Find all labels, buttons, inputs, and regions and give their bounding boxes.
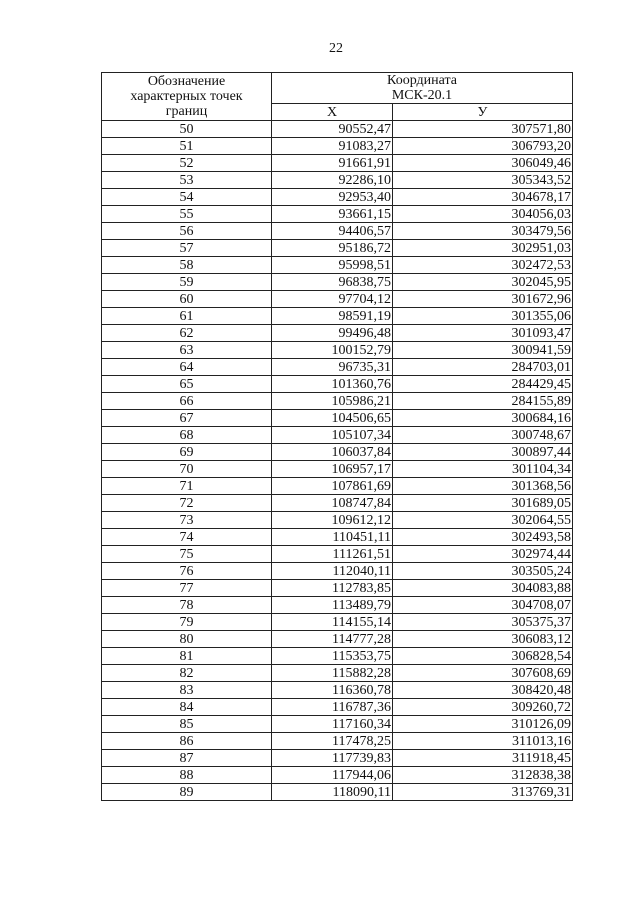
y-coordinate-cell: 311918,45 <box>393 750 573 767</box>
y-coordinate-cell: 306828,54 <box>393 648 573 665</box>
table-row <box>102 410 573 427</box>
point-cell: 61 <box>102 308 272 325</box>
x-coordinate-cell: 109612,12 <box>272 512 393 529</box>
y-coordinate-cell: 304678,17 <box>393 189 573 206</box>
y-coordinate-cell: 302493,58 <box>393 529 573 546</box>
x-coordinate-cell: 116360,78 <box>272 682 393 699</box>
point-cell: 56 <box>102 223 272 240</box>
point-cell: 85 <box>102 716 272 733</box>
y-coordinate-cell: 302472,53 <box>393 257 573 274</box>
x-coordinate-cell: 107861,69 <box>272 478 393 495</box>
point-cell: 60 <box>102 291 272 308</box>
y-coordinate-cell: 300748,67 <box>393 427 573 444</box>
point-header-line-3: границ <box>165 104 208 119</box>
point-cell: 50 <box>102 121 272 138</box>
y-coordinate-cell: 302064,55 <box>393 512 573 529</box>
x-column-header: X <box>272 104 393 121</box>
y-coordinate-cell: 301355,06 <box>393 308 573 325</box>
y-coordinate-cell: 301093,47 <box>393 325 573 342</box>
table-row <box>102 733 573 750</box>
y-coordinate-cell: 305375,37 <box>393 614 573 631</box>
x-coordinate-cell: 95998,51 <box>272 257 393 274</box>
table-row <box>102 121 573 138</box>
y-coordinate-cell: 306049,46 <box>393 155 573 172</box>
y-coordinate-cell: 284429,45 <box>393 376 573 393</box>
table-row <box>102 393 573 410</box>
table-row <box>102 308 573 325</box>
table-body <box>102 121 573 801</box>
y-coordinate-cell: 304056,03 <box>393 206 573 223</box>
x-coordinate-cell: 92286,10 <box>272 172 393 189</box>
table-row <box>102 767 573 784</box>
y-coordinate-cell: 301689,05 <box>393 495 573 512</box>
table-row <box>102 138 573 155</box>
table-row <box>102 597 573 614</box>
x-coordinate-cell: 105986,21 <box>272 393 393 410</box>
y-coordinate-cell: 304083,88 <box>393 580 573 597</box>
x-coordinate-cell: 93661,15 <box>272 206 393 223</box>
y-coordinate-cell: 304708,07 <box>393 597 573 614</box>
y-coordinate-cell: 301672,96 <box>393 291 573 308</box>
page-number: 22 <box>329 41 343 56</box>
y-coordinate-cell: 307608,69 <box>393 665 573 682</box>
point-cell: 88 <box>102 767 272 784</box>
x-coordinate-cell: 114777,28 <box>272 631 393 648</box>
point-cell: 78 <box>102 597 272 614</box>
y-coordinate-cell: 306793,20 <box>393 138 573 155</box>
x-coordinate-cell: 113489,79 <box>272 597 393 614</box>
x-coordinate-cell: 106037,84 <box>272 444 393 461</box>
x-coordinate-cell: 100152,79 <box>272 342 393 359</box>
point-cell: 64 <box>102 359 272 376</box>
table-row <box>102 427 573 444</box>
y-coordinate-cell: 312838,38 <box>393 767 573 784</box>
point-cell: 62 <box>102 325 272 342</box>
point-cell: 84 <box>102 699 272 716</box>
x-coordinate-cell: 114155,14 <box>272 614 393 631</box>
x-coordinate-cell: 115882,28 <box>272 665 393 682</box>
table-row <box>102 342 573 359</box>
x-coordinate-cell: 96735,31 <box>272 359 393 376</box>
point-cell: 70 <box>102 461 272 478</box>
table-row <box>102 563 573 580</box>
y-coordinate-cell: 284703,01 <box>393 359 573 376</box>
point-cell: 77 <box>102 580 272 597</box>
coordinate-group-header <box>272 73 573 104</box>
y-coordinate-cell: 300941,59 <box>393 342 573 359</box>
point-cell: 51 <box>102 138 272 155</box>
point-cell: 59 <box>102 274 272 291</box>
point-cell: 80 <box>102 631 272 648</box>
point-cell: 81 <box>102 648 272 665</box>
point-cell: 58 <box>102 257 272 274</box>
point-cell: 63 <box>102 342 272 359</box>
point-cell: 52 <box>102 155 272 172</box>
point-cell: 75 <box>102 546 272 563</box>
point-cell: 55 <box>102 206 272 223</box>
table-header <box>102 73 573 121</box>
table-row <box>102 614 573 631</box>
y-coordinate-cell: 303479,56 <box>393 223 573 240</box>
table-row <box>102 699 573 716</box>
y-coordinate-cell: 309260,72 <box>393 699 573 716</box>
table-row <box>102 223 573 240</box>
point-cell: 66 <box>102 393 272 410</box>
x-coordinate-cell: 117160,34 <box>272 716 393 733</box>
point-cell: 79 <box>102 614 272 631</box>
table-row <box>102 461 573 478</box>
x-coordinate-cell: 99496,48 <box>272 325 393 342</box>
x-coordinate-cell: 110451,11 <box>272 529 393 546</box>
x-coordinate-cell: 115353,75 <box>272 648 393 665</box>
y-coordinate-cell: 308420,48 <box>393 682 573 699</box>
table-row <box>102 512 573 529</box>
x-coordinate-cell: 90552,47 <box>272 121 393 138</box>
x-coordinate-cell: 97704,12 <box>272 291 393 308</box>
point-cell: 57 <box>102 240 272 257</box>
point-cell: 89 <box>102 784 272 801</box>
table-row <box>102 546 573 563</box>
y-coordinate-cell: 300684,16 <box>393 410 573 427</box>
y-coordinate-cell: 301368,56 <box>393 478 573 495</box>
table-row <box>102 682 573 699</box>
point-cell: 74 <box>102 529 272 546</box>
x-coordinate-cell: 91661,91 <box>272 155 393 172</box>
point-cell: 87 <box>102 750 272 767</box>
table-row <box>102 665 573 682</box>
coordinate-header-line-2: МСК-20.1 <box>391 88 453 103</box>
table-row <box>102 155 573 172</box>
x-coordinate-cell: 105107,34 <box>272 427 393 444</box>
x-coordinate-cell: 111261,51 <box>272 546 393 563</box>
point-cell: 83 <box>102 682 272 699</box>
point-cell: 53 <box>102 172 272 189</box>
point-cell: 67 <box>102 410 272 427</box>
point-cell: 65 <box>102 376 272 393</box>
point-cell: 68 <box>102 427 272 444</box>
point-cell: 76 <box>102 563 272 580</box>
point-header-line-2: характерных точек <box>130 89 243 104</box>
table-row <box>102 631 573 648</box>
table-row <box>102 529 573 546</box>
table-row <box>102 495 573 512</box>
table-row <box>102 240 573 257</box>
table-row <box>102 580 573 597</box>
x-coordinate-cell: 117478,25 <box>272 733 393 750</box>
x-coordinate-cell: 112040,11 <box>272 563 393 580</box>
x-coordinate-cell: 116787,36 <box>272 699 393 716</box>
y-column-header: У <box>393 104 573 121</box>
point-cell: 54 <box>102 189 272 206</box>
point-cell: 82 <box>102 665 272 682</box>
table-row <box>102 750 573 767</box>
x-coordinate-cell: 106957,17 <box>272 461 393 478</box>
table-row <box>102 359 573 376</box>
point-cell: 69 <box>102 444 272 461</box>
table-row <box>102 784 573 801</box>
table-row <box>102 257 573 274</box>
table-row <box>102 444 573 461</box>
y-coordinate-cell: 306083,12 <box>393 631 573 648</box>
x-coordinate-cell: 108747,84 <box>272 495 393 512</box>
y-coordinate-cell: 307571,80 <box>393 121 573 138</box>
y-coordinate-cell: 300897,44 <box>393 444 573 461</box>
x-coordinate-cell: 92953,40 <box>272 189 393 206</box>
point-cell: 73 <box>102 512 272 529</box>
y-coordinate-cell: 301104,34 <box>393 461 573 478</box>
point-column-header <box>102 73 272 121</box>
table-row <box>102 172 573 189</box>
y-coordinate-cell: 302974,44 <box>393 546 573 563</box>
y-coordinate-cell: 302951,03 <box>393 240 573 257</box>
coordinate-header-line-1: Координата <box>387 73 457 88</box>
point-cell: 86 <box>102 733 272 750</box>
y-coordinate-cell: 303505,24 <box>393 563 573 580</box>
x-coordinate-cell: 98591,19 <box>272 308 393 325</box>
table-row <box>102 716 573 733</box>
point-header-line-1: Обозначение <box>147 74 226 89</box>
table-row <box>102 325 573 342</box>
point-cell: 72 <box>102 495 272 512</box>
x-coordinate-cell: 95186,72 <box>272 240 393 257</box>
y-coordinate-cell: 305343,52 <box>393 172 573 189</box>
x-coordinate-cell: 94406,57 <box>272 223 393 240</box>
y-coordinate-cell: 302045,95 <box>393 274 573 291</box>
coordinates-table <box>101 72 573 801</box>
y-coordinate-cell: 313769,31 <box>393 784 573 801</box>
x-coordinate-cell: 117739,83 <box>272 750 393 767</box>
x-coordinate-cell: 91083,27 <box>272 138 393 155</box>
table-row <box>102 189 573 206</box>
x-coordinate-cell: 112783,85 <box>272 580 393 597</box>
y-coordinate-cell: 311013,16 <box>393 733 573 750</box>
table-row <box>102 206 573 223</box>
x-coordinate-cell: 104506,65 <box>272 410 393 427</box>
y-coordinate-cell: 310126,09 <box>393 716 573 733</box>
x-coordinate-cell: 96838,75 <box>272 274 393 291</box>
x-coordinate-cell: 117944,06 <box>272 767 393 784</box>
point-cell: 71 <box>102 478 272 495</box>
table-row <box>102 274 573 291</box>
y-coordinate-cell: 284155,89 <box>393 393 573 410</box>
x-coordinate-cell: 101360,76 <box>272 376 393 393</box>
x-coordinate-cell: 118090,11 <box>272 784 393 801</box>
table-row <box>102 376 573 393</box>
table-row <box>102 478 573 495</box>
table-row <box>102 648 573 665</box>
table-row <box>102 291 573 308</box>
